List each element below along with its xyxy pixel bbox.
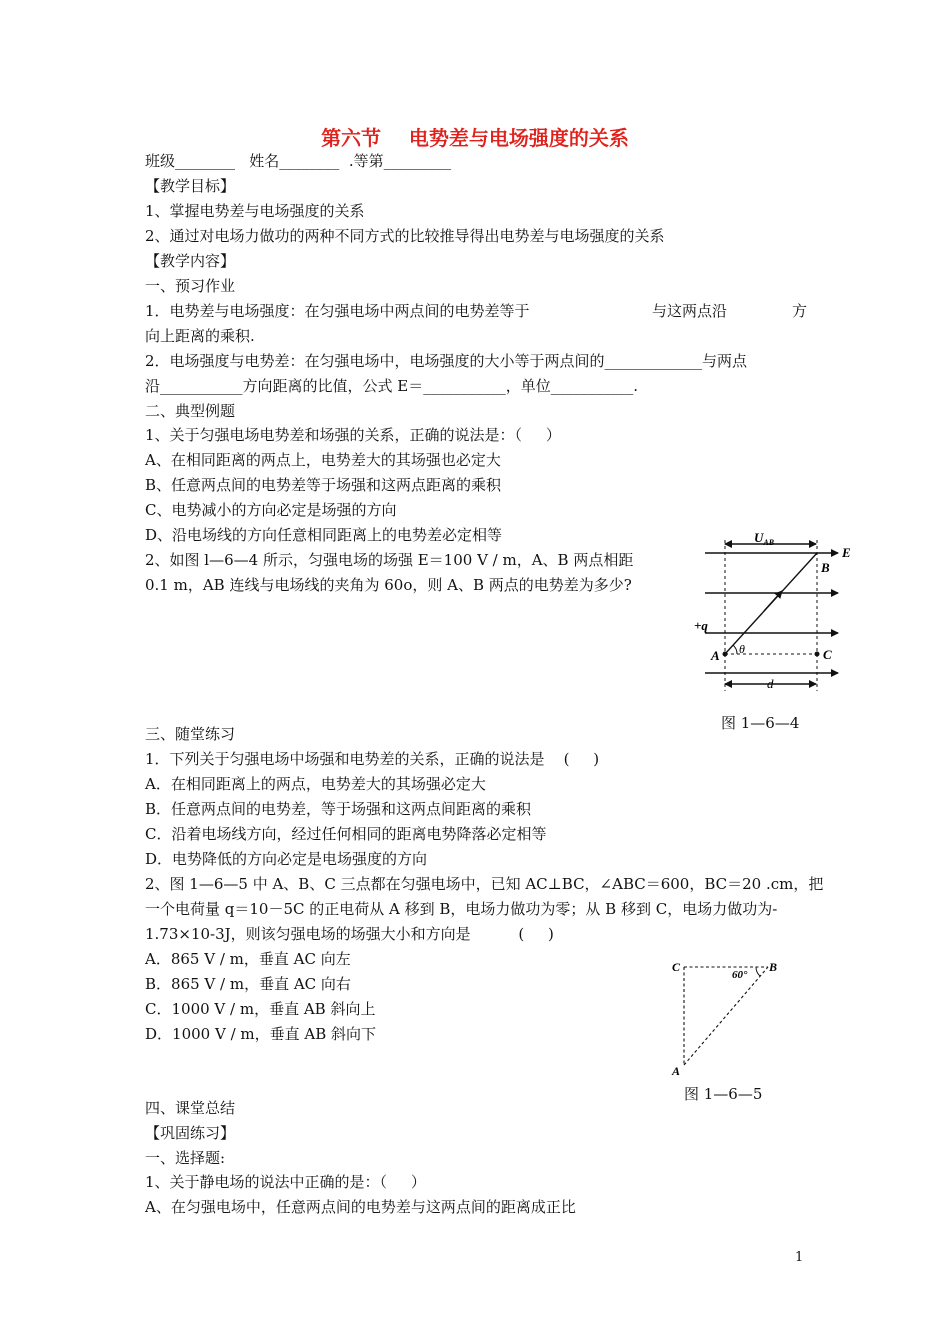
goal-item: 2、通过对电场力做功的两种不同方式的比较推导得出电势差与电场强度的关系 [145,227,665,245]
angle-arc [756,967,760,976]
example-option: B、任意两点间的电势差等于场强和这两点距离的乘积 [145,476,502,494]
angle-arc [733,645,737,654]
segment-ab [684,967,768,1065]
label-q: +q [694,618,708,633]
practice-question-cont: 1.73×10-3J，则该匀强电场的场强大小和方向是 ( ) [145,925,554,943]
figure-1-6-4 [690,526,860,696]
page-title: 第六节 电势差与电场强度的关系 [321,126,629,150]
label-angle: 60° [732,969,748,981]
example-option: C、电势减小的方向必定是场强的方向 [145,501,397,519]
label-a: A [711,648,720,663]
preview-question-1-cont: 向上距离的乘积. [145,327,255,345]
label-c: C [823,647,832,662]
header-fields: 班级________ 姓名________ .等第_________ [145,152,452,170]
practice-option: A．在相同距离上的两点，电势差大的其场强必定大 [145,775,486,793]
page-number: 1 [795,1250,804,1265]
preview-question-1-part: 与这两点沿 [652,302,728,320]
practice-option: A．865 V / m，垂直 AC 向左 [145,950,351,968]
charge-arrow [764,591,782,611]
label-theta: θ [739,642,745,656]
practice-question-cont: 一个电荷量 q＝10－5C 的正电荷从 A 移到 B，电场力做功为零；从 B 移到 C，电场力做功为- [145,900,778,918]
goal-item: 1、掌握电势差与电场强度的关系 [145,202,365,220]
example-option: D、沿电场线的方向任意相同距离上的电势差必定相等 [145,526,503,544]
preview-question-2: 2．电场强度与电势差：在匀强电场中，电场强度的大小等于两点间的_____________与两点 [145,352,748,370]
label-c: C [672,960,681,974]
preview-question-2-cont: 沿___________方向距离的比值，公式 E＝___________，单位___________. [145,377,638,395]
practice-option: B．任意两点间的电势差，等于场强和这两点间距离的乘积 [145,800,532,818]
label-d: d [767,676,774,691]
label-uab: $U_{AB}$ [754,530,775,547]
practice-option: B．865 V / m，垂直 AC 向右 [145,975,351,993]
example-question: 2、如图 l—6—4 所示，匀强电场的场强 E＝100 V / m，A、B 两点相距 [145,551,634,569]
practice-option: D．1000 V / m，垂直 AB 斜向下 [145,1025,377,1043]
exercise-option: A、在匀强电场中，任意两点间的电势差与这两点间的距离成正比 [145,1198,576,1216]
label-b: B [821,560,830,575]
practice-option: C．1000 V / m，垂直 AB 斜向上 [145,1000,376,1018]
practice-question: 1．下列关于匀强电场中场强和电势差的关系，正确的说法是 ( ) [145,750,600,768]
subsection-heading: 一、选择题: [145,1149,226,1167]
point-c [815,652,820,657]
example-question: 1、关于匀强电场电势差和场强的关系，正确的说法是：（ ） [145,426,561,444]
subsection-heading: 一、预习作业 [145,277,236,295]
label-a: A [672,1064,681,1078]
preview-question-1: 1．电势差与电场强度：在匀强电场中两点间的电势差等于 [145,302,530,320]
label-b: B [769,960,778,974]
label-e: E [842,545,851,560]
practice-question: 2、图 1—6—5 中 A、B、C 三点都在匀强电场中，已知 AC⊥BC，∠ABC＝600，BC＝20 .cm，把 [145,875,824,893]
figure-caption: 图 1—6—5 [684,1085,763,1103]
preview-question-1-part: 方 [792,302,808,320]
subsection-heading: 三、随堂练习 [145,725,236,743]
figure-1-6-5 [668,955,793,1080]
example-question-cont: 0.1 m，AB 连线与电场线的夹角为 60o，则 A、B 两点的电势差为多少? [145,576,632,594]
figure-caption: 图 1—6—4 [721,714,800,732]
section-heading: 【巩固练习】 [145,1124,236,1142]
section-heading: 【教学目标】 [145,177,236,195]
subsection-heading: 二、典型例题 [145,402,236,420]
practice-option: C．沿着电场线方向，经过任何相同的距离电势降落必定相等 [145,825,547,843]
section-heading: 【教学内容】 [145,252,236,270]
point-a [723,652,728,657]
subsection-heading: 四、课堂总结 [145,1099,236,1117]
practice-option: D．电势降低的方向必定是电场强度的方向 [145,850,428,868]
example-option: A、在相同距离的两点上，电势差大的其场强也必定大 [145,451,501,469]
exercise-question: 1、关于静电场的说法中正确的是：（ ） [145,1173,426,1191]
